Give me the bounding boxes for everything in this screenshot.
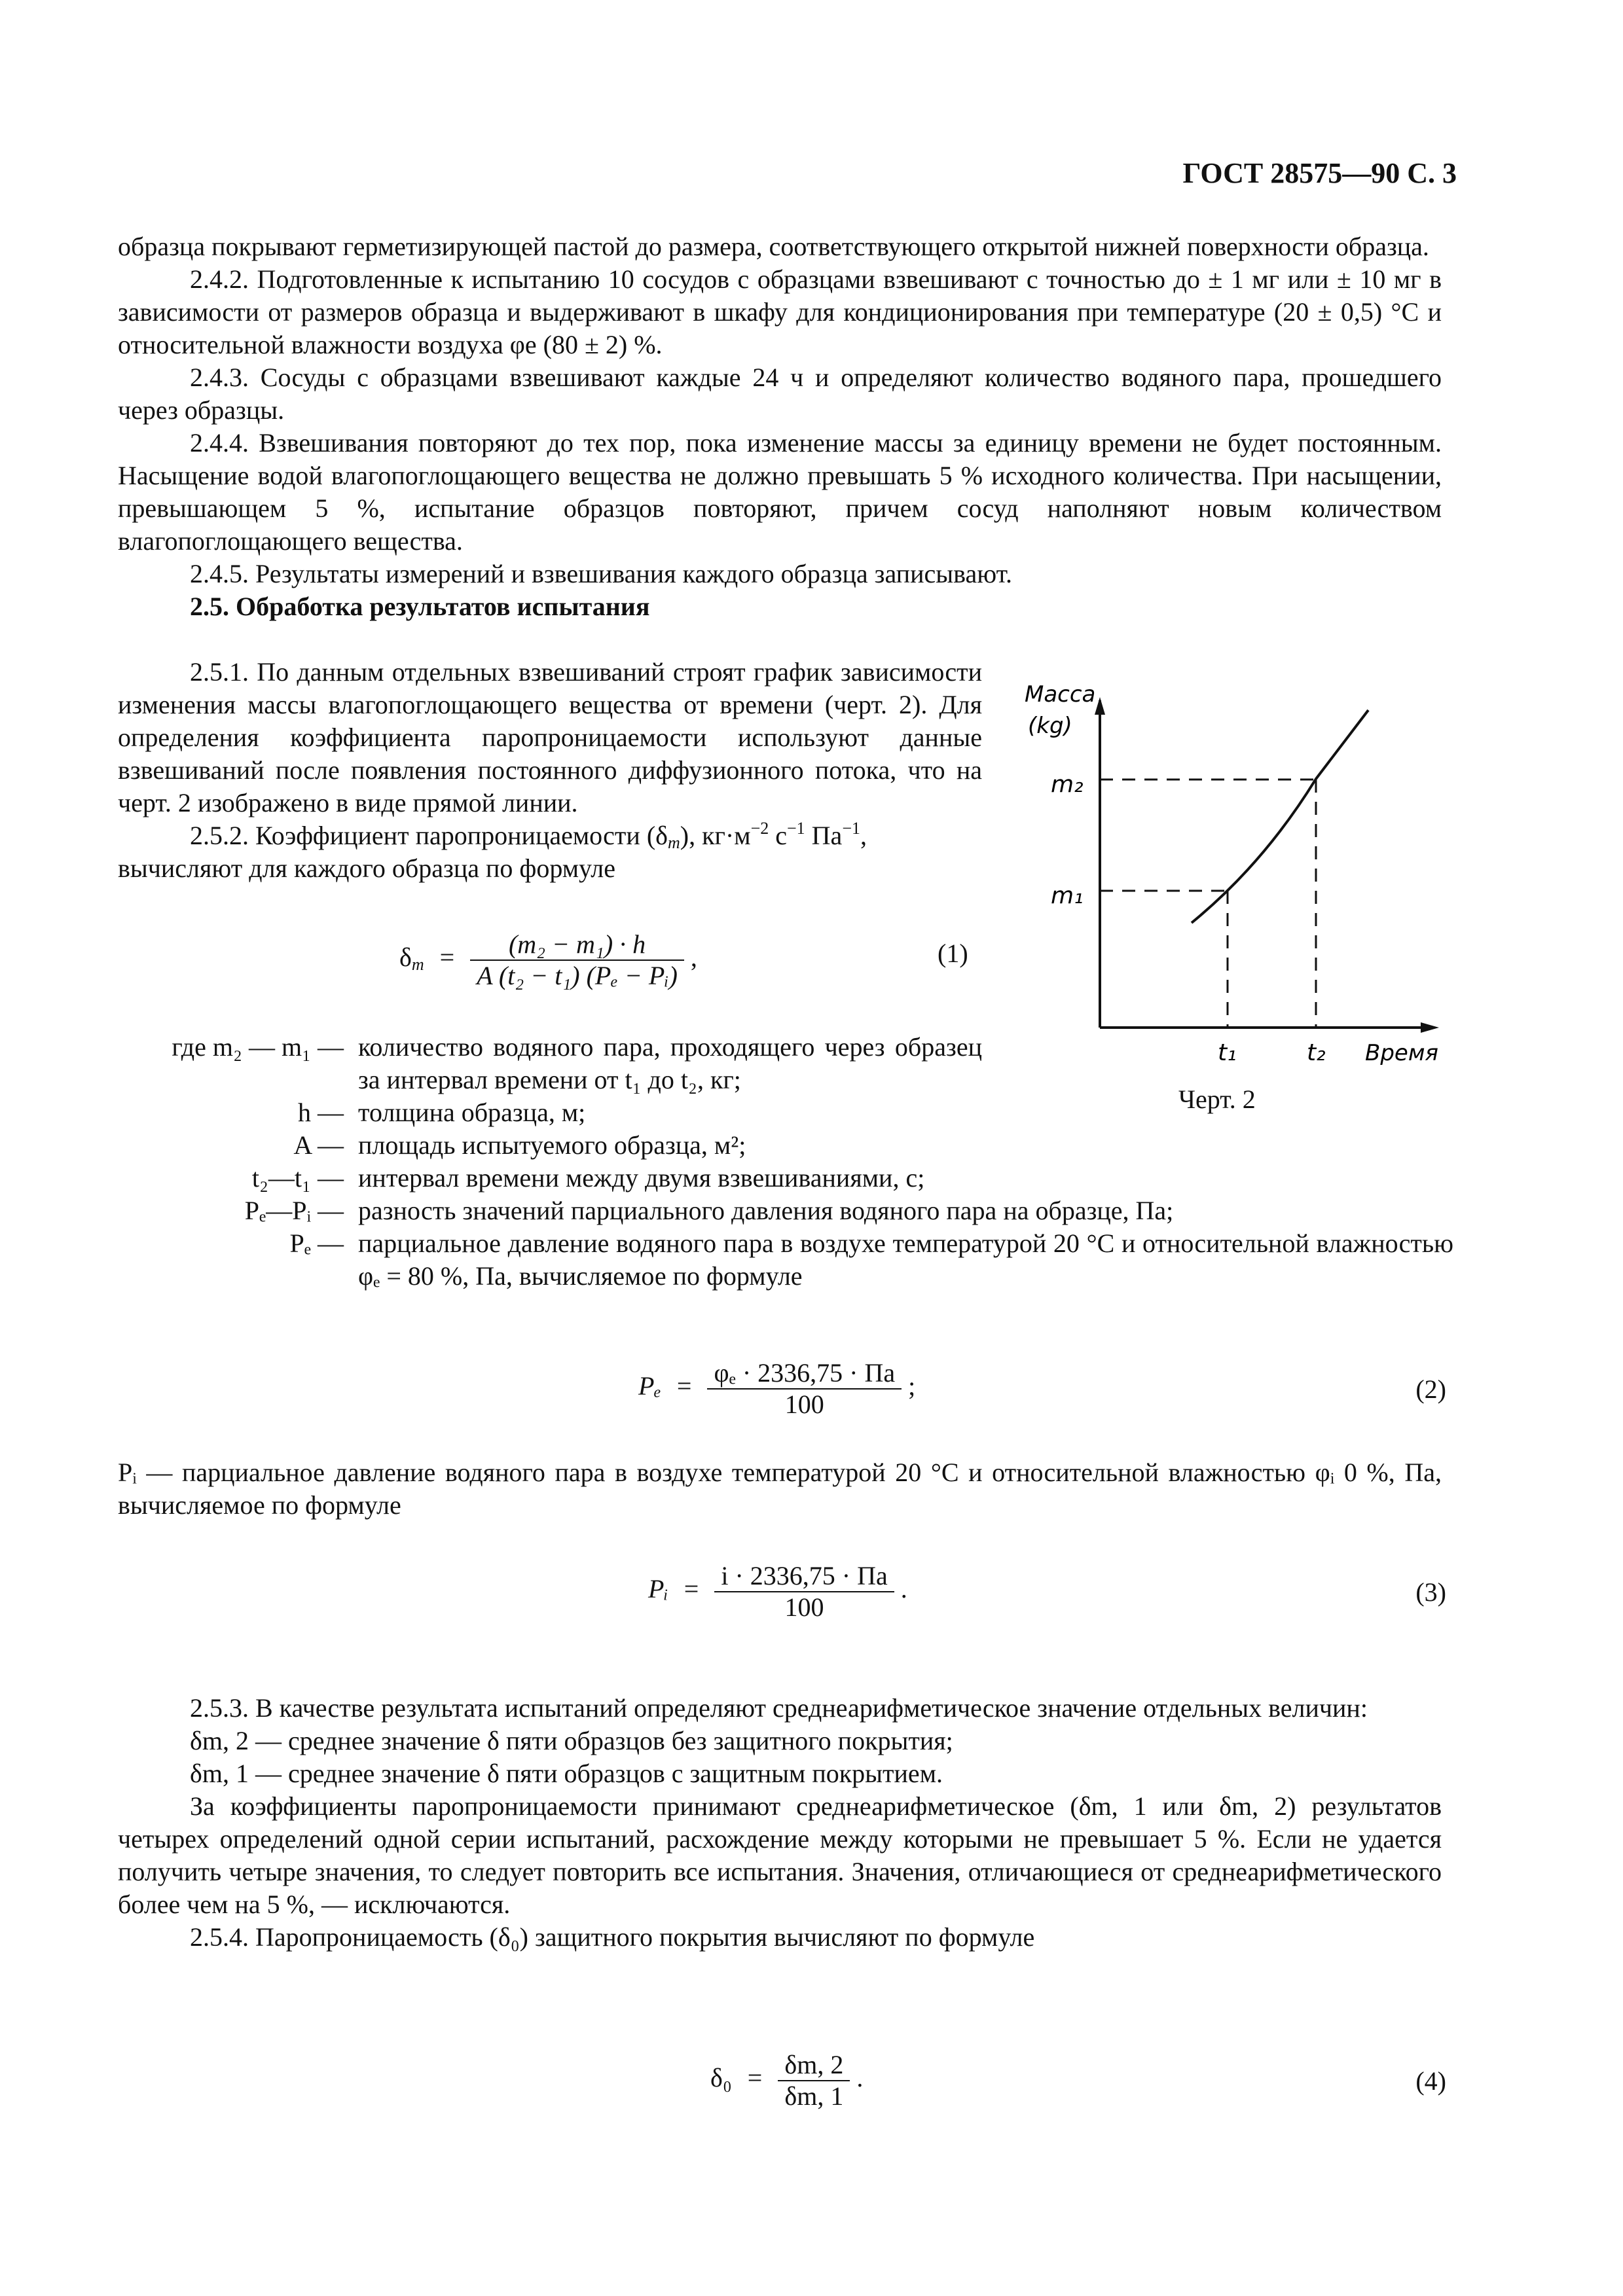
formula-1-fraction <box>470 929 684 991</box>
y-axis-unit: (kg) <box>1028 713 1072 739</box>
t1-label: t₁ <box>1218 1039 1237 1066</box>
y-axis-arrow <box>1095 697 1105 715</box>
figure-caption: Черт. 2 <box>1178 1085 1256 1114</box>
formula-4: δ₀ = $\frac{\delta m, 2}{\delta m, 1}$ . <box>710 2050 864 2111</box>
figure-mass-time-chart <box>1002 661 1473 1080</box>
formula-1-numerator: (m₂ − m₁) · h <box>470 929 684 961</box>
formula-4-numerator: δm, 2 <box>778 2050 850 2081</box>
formula-2-lhs: Pₑ <box>638 1371 661 1401</box>
formula-4-fraction <box>778 2050 850 2111</box>
formula-2-number: (2) <box>1415 1374 1446 1404</box>
x-axis-label: Время <box>1365 1040 1438 1066</box>
definition-row: t₂—t₁ — интервал времени между двумя взвешиваниями, с; <box>251 1163 925 1193</box>
text-block-narrow <box>118 656 982 885</box>
paragraph-2-4-4: 2.4.4. Взвешивания повторяют до тех пор, пока изменение массы за единицу времени не будет постоянным. Насыщение водой влагопоглощающего вещества не должно превышать 5 % исходного количества. При насыщении, превышающем 5 %, испытание образцов повторяют, причем сосуд наполняют новым количеством влагопоглощающего вещества. <box>118 428 1442 556</box>
definition-row: A — площадь испытуемого образца, м²; <box>293 1130 746 1160</box>
formula-3-number: (3) <box>1415 1577 1446 1607</box>
t2-label: t₂ <box>1307 1039 1326 1066</box>
paragraph-2-5-4: 2.5.4. Паропроницаемость (δ₀) защитного покрытия вычисляют по формуле <box>190 1922 1035 1952</box>
formula-4-number: (4) <box>1415 2066 1446 2096</box>
formula-2-denominator: 100 <box>784 1390 824 1419</box>
paragraph-2-5-3-a: δm, 2 — среднее значение δ пяти образцов без защитного покрытия; <box>190 1726 953 1755</box>
paragraph-continuation: образца покрывают герметизирующей пастой до размера, соответствующего открытой нижней поверхности образца. <box>118 232 1429 261</box>
y-axis-label: Масса <box>1025 681 1096 708</box>
formula-4-lhs: δ₀ <box>710 2063 732 2093</box>
m2-label: m₂ <box>1051 771 1084 798</box>
formula-3: Pᵢ = $\frac{i \cdot 2336,75 \cdot Па}{100}$ . <box>648 1561 907 1622</box>
formula-3-numerator: i · 2336,75 · Па <box>714 1561 894 1592</box>
paragraph-2-5-3-c: За коэффициенты паропроницаемости принимают среднеарифметическое (δm, 1 или δm, 2) результатов четырех определений одной серии испытаний, расхождение между которыми не превышает 5 %. Если не удается получить четыре значения, то следует повторить все испытания. Значения, отличающиеся от среднеарифметического более чем на 5 %, — исключаются. <box>118 1791 1442 1919</box>
formula-1: $\delta_m$ = $\frac{\text{(m₂ − m₁) · h}}{\text{A (t₂ − t₁) (Pₑ − Pᵢ)}}$ , <box>399 929 697 990</box>
definition-row: Pₑ—Pᵢ — разность значений парциального давления водяного пара на образце, Па; <box>244 1196 1174 1225</box>
definition-row: где m₂ — m₁ — количество водяного пара, проходящего через образец за интервал времени от t₁ до t₂, кг; <box>172 1032 982 1094</box>
formula-4-denominator: δm, 1 <box>784 2081 844 2111</box>
text-block-top <box>118 230 1442 623</box>
paragraph-2-5-3: 2.5.3. В качестве результата испытаний определяют среднеарифметическое значение отдельных величин: <box>190 1693 1368 1723</box>
paragraph-2-4-5: 2.4.5. Результаты измерений и взвешивания каждого образца записывают. <box>190 559 1013 588</box>
page-header: ГОСТ 28575—90 С. 3 <box>1182 157 1457 189</box>
paragraph-2-4-3: 2.4.3. Сосуды с образцами взвешивают каждые 24 ч и определяют количество водяного пара, прошедшего через образцы. <box>118 363 1442 425</box>
formula-1-lhs: δ <box>399 942 412 973</box>
definitions-list <box>118 1031 1453 1293</box>
paragraph-2-5-3-b: δm, 1 — среднее значение δ пяти образцов с защитным покрытием. <box>190 1759 943 1788</box>
formula-3-lhs: Pᵢ <box>648 1574 668 1604</box>
formula-1-denominator: A (t₂ − t₁) (Pₑ − Pᵢ) <box>477 961 678 990</box>
paragraph-2-5-2: 2.5.2. Коэффициент паропроницаемости $(\delta_m)$, $кг\cdot м^{-2}$ $с^{-1}$ $Па^{-1}$, вычисляют для каждого образца по формуле <box>118 819 867 883</box>
section-heading-2-5: 2.5. Обработка результатов испытания <box>190 592 650 621</box>
paragraph-2-4-2: 2.4.2. Подготовленные к испытанию 10 сосудов с образцами взвешивают с точностью до ± 1 мг или ± 10 мг в зависимости от размеров образца и выдерживают в шкафу для кондиционирования при температуре (20 ± 0,5) °С и относительной влажности воздуха φe (80 ± 2) %. <box>118 264 1442 359</box>
formula-2-fraction <box>707 1358 902 1420</box>
formula-3-denominator: 100 <box>784 1592 824 1622</box>
formula-1-number: (1) <box>938 939 968 968</box>
formula-2: Pₑ = $\frac{\text{φₑ · 2336,75 · Па}}{100}$ ; <box>638 1358 916 1419</box>
formula-2-numerator: φₑ · 2336,75 · Па <box>707 1358 902 1390</box>
definition-row: h — толщина образца, м; <box>298 1098 586 1127</box>
text-block-bottom <box>118 1692 1442 1954</box>
m1-label: m₁ <box>1051 882 1084 909</box>
paragraph-2-5-1: 2.5.1. По данным отдельных взвешиваний строят график зависимости изменения массы влагопоглощающего вещества от времени (черт. 2). Для определения коэффициента паропроницаемости используют данные взвешиваний после появления постоянного диффузионного потока, что на черт. 2 изображено в виде прямой линии. <box>118 657 982 817</box>
formula-3-fraction <box>714 1561 894 1623</box>
paragraph-pi: Pᵢ — парциальное давление водяного пара в воздухе температурой 20 °С и относительной влажностью φᵢ 0 %, Па, вычисляемое по формуле <box>118 1458 1442 1520</box>
definition-row: Pₑ — парциальное давление водяного пара в воздухе температурой 20 °С и относительной влажностью φₑ = 80 %, Па, вычисляемое по формуле <box>289 1229 1453 1291</box>
